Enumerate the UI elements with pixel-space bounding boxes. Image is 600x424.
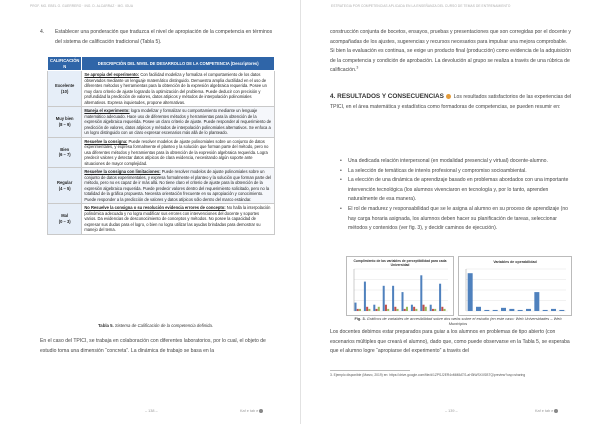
grade-cell: Mal (0 – 3)	[48, 204, 82, 235]
results-list	[338, 157, 570, 234]
description-cell: Resuelve la consigna con limitaciones: Puede resolver modelos de ajuste polinomiales sobre un conjunto de datos experimentales, y expresa formalmente el planteo y la solución que forman parte del método, pero no es capaz de ir más allá. No tiene claro el criterio de ajuste para la obtención de la expresión algebraica requerida. Puede predecir valores dentro del requerimiento solicitado, pero no la totalidad de la gráfica propuesta. Necesita orientación frecuente en su apropiación y conocimiento. Puede responder a la predicción de valores y datos atípicos sólo dentro del marco estándar.	[82, 168, 275, 204]
bar	[425, 307, 427, 311]
second-paragraph: Los docentes debimos estar preparados para guiar a los alumnos en problemas de tipo abierto (con escenarios múltiples que creará el alumno), dado que, como puede observarse en la Tabla 5, se esperaba que el alumno logre “apropiarse del experimento” a través del	[330, 329, 570, 355]
table-row	[48, 71, 275, 107]
page-number-right: – 139 –	[445, 409, 458, 413]
bar	[423, 305, 425, 311]
description-cell: Maneja el experimento: logra modelizar y formalizar su comportamiento mediante un lenguaje matemático adecuado. Hace uso de diferentes métodos y herramientas para la obtención de la expresión algebraica requerida. Posee un claro criterio de ajuste. Puede responder al requerimiento de predicción de valores, datos atípicos y métodos de interpolación polinomiales alternativos. Se enfoca a un logro distinguido con un claro expresar escenarios más allá de lo planteado.	[82, 107, 275, 138]
table-row	[48, 168, 275, 204]
bar	[415, 309, 417, 311]
description-cell: Se apropia del experimento: Con facilidad modeliza y formaliza el comportamiento de los datos observados mediante un lenguaje matemático distinguido. Demuestra amplia ductilidad en el uso de diferentes métodos y herramientas para la obtención de la expresión algebraica requerida. Posee un muy claro criterio de ajuste logrando la optimización del problema. Puede deducir con precisión y profundidad la predicción de valores, datos atípicos y métodos de interpolación polinomiales alternativos. Expresa inquietudes, propone alternativas.	[82, 71, 275, 107]
table-header-grade: CALIFICACIÓN N	[48, 57, 82, 71]
bar	[439, 284, 441, 311]
page-number-left: – 138 –	[145, 409, 158, 413]
bar	[434, 309, 436, 311]
bar	[411, 305, 413, 311]
results-section	[330, 92, 572, 112]
bar	[420, 275, 422, 311]
section-heading: 4. RESULTADOS Y CONSECUENCIAS	[330, 93, 444, 100]
bar	[394, 307, 396, 311]
grade-cell: Excelente (10)	[48, 71, 82, 107]
table-header-description: DESCRIPCIÓN DEL NIVEL DE DESARROLLO DE LA COMPETENCIA (Descriptores)	[82, 57, 275, 71]
footnote[interactable]: 3. Ejemplo disponible (Marzo, 2019) en: https://drive.google.com/file/d/1ZPSJ2ER4xMM8ATS-aH3tWSXXSBTQ/preview?usp=sharing	[330, 373, 526, 377]
bar	[387, 309, 389, 311]
bar	[366, 307, 368, 311]
item-number: 4.	[40, 29, 45, 35]
running-header-left: PROF. MG. EBEL O. GUERRERO · ING. D. ALCARRAZ · MG. IGUA	[30, 4, 134, 8]
bar	[376, 309, 378, 311]
table-caption: Tabla 5. Sistema de Calificación de la competencia definida.	[98, 323, 214, 328]
brand-logo-icon	[554, 409, 558, 413]
running-header-right: ESTRATEGIA POR COMPETENCIAS APLICADA EN LA ENSEÑANZA DEL CURSO DE TEMAS DE ENTRENAMIENTO	[331, 4, 511, 8]
bar	[484, 310, 489, 311]
bar	[355, 303, 357, 311]
bar	[543, 310, 548, 311]
bar	[406, 307, 408, 311]
grade-cell: Regular (4 – 5)	[48, 168, 82, 204]
bar	[559, 310, 564, 311]
section-lead: Los resultados satisfactorios de las experiencias del TPICI, en el área matemática y estadística como formadoras de competencias, se pueden resumir en:	[330, 94, 572, 110]
publisher-brand-right: Kaf e tab e	[535, 409, 558, 413]
brand-logo-icon	[259, 409, 263, 413]
list-item: • El rol de madurez y responsabilidad que se le asigna al alumno en su proceso de aprendizaje (no hay carga horaria asignada, los alumnos deben hacer su planificación de tareas, seleccionar métodos y contenidos (ver fig. 3), y decidir caminos de ejecución).	[338, 205, 570, 234]
table-row	[48, 204, 275, 235]
grade-cell: Bien (6 – 7)	[48, 137, 82, 168]
description-cell: Resuelve la consigna: Puede resolver modelos de ajuste polinomiales sobre un conjunto de datos experimentales, y expresa formalmente el planteo y la solución que forman parte del método, pero no usa diferentes métodos y herramientas para la obtención de la expresión algebraica requerida. Logra predecir valores y detectar datos atípicos de clara evidencia, necesitando algún soporte ante situaciones de mayor complejidad.	[82, 137, 275, 168]
bar	[518, 310, 523, 311]
closing-paragraph: En el caso del TPICI, se trabaja en colaboración con diferentes laboratorios, por lo cual, el objeto de estudio toma una dimensión “concreta”. La dinámica de trabajo se basa en la	[40, 338, 266, 354]
operability-chart	[458, 256, 572, 316]
bar	[441, 307, 443, 311]
bar	[493, 310, 498, 311]
bar	[357, 309, 359, 311]
bar	[368, 309, 370, 311]
table-row	[48, 107, 275, 138]
bar	[509, 309, 514, 311]
bar	[430, 305, 432, 311]
list-item: • Una dedicada relación interpersonal (en modalidad presencial y virtual) docente-alumno.	[338, 157, 570, 167]
bar	[392, 286, 394, 311]
bar	[501, 308, 506, 311]
perceptibility-chart	[346, 256, 454, 316]
chart-title: Variables de operabilidad	[493, 260, 537, 264]
list-item: • La selección de temáticas de interés profesional y compromiso socioambiental.	[338, 167, 570, 177]
bar	[551, 309, 556, 311]
competency-level-table	[47, 56, 275, 235]
intro-paragraph: construcción conjunta de bocetos, ensayos, pruebas y presentaciones que son corregidas por el docente y acompañadas de los ajustes, sugerencias y recursos necesarios para impulsar una mejora comprobable. Si bien la evaluación es continua, se exige un producto final (producción) como evidencia de la adquisición de la competencia y condición de aprobación. La devolución al grupo se realiza a través de una rúbrica de calificación.$^3$	[330, 29, 571, 74]
description-cell: No Resuelve la consigna o su resolución evidencia errores de concepto: No halla la interpolación polinómica adecuada y no logra modificar sus errores con intervenciones del docente y soportes varios. Da evidencias de desconocimiento de conceptos y métodos. No posee la capacidad de expresar sus dudas para el logro, o bien no logra utilizar las ayudas brindadas para demostrar su manejo del tema.	[82, 204, 275, 235]
bar	[373, 305, 375, 311]
grade-cell: Muy bien (8 – 9)	[48, 107, 82, 138]
bar	[444, 309, 446, 311]
bar	[383, 286, 385, 311]
item-text: Establecer una ponderación que traduzca el nivel de apropiación de la competencia en términos del sistema de calificación tradicional (Tabla 5).	[55, 29, 273, 45]
bar	[359, 309, 361, 311]
bar	[526, 309, 531, 311]
bar	[385, 305, 387, 311]
operability-bars	[460, 267, 570, 315]
chart-title: Cumplimiento de las variables de perceptibilidad para cada Universidad	[353, 259, 447, 267]
footnote-divider	[330, 370, 410, 371]
bar	[534, 292, 539, 311]
bar	[404, 309, 406, 311]
bar	[364, 282, 366, 311]
bar	[476, 307, 481, 311]
bar	[432, 309, 434, 311]
bar	[468, 273, 473, 311]
figure-caption: Fig. 3. Gráficos de variables de accesibilidad sobre dos webs sobre el estudio (en este caso: Web Universidades – Web Municipios	[354, 316, 562, 326]
heading-decoration-icon	[446, 94, 451, 99]
publisher-brand-left: Kaf e tab e	[240, 409, 263, 413]
bar	[402, 292, 404, 311]
list-item: • La elección de una dinámica de aprendizaje basado en problemas abordados con una importante intervención tecnológica (los alumnos vivenciaron en tecnología y, por lo tanto, aprenden naturalmente de esa manera).	[338, 176, 570, 205]
table-row	[48, 137, 275, 168]
bar	[397, 309, 399, 311]
perceptibility-bars	[348, 267, 452, 315]
bar	[413, 307, 415, 311]
bar	[378, 307, 380, 311]
